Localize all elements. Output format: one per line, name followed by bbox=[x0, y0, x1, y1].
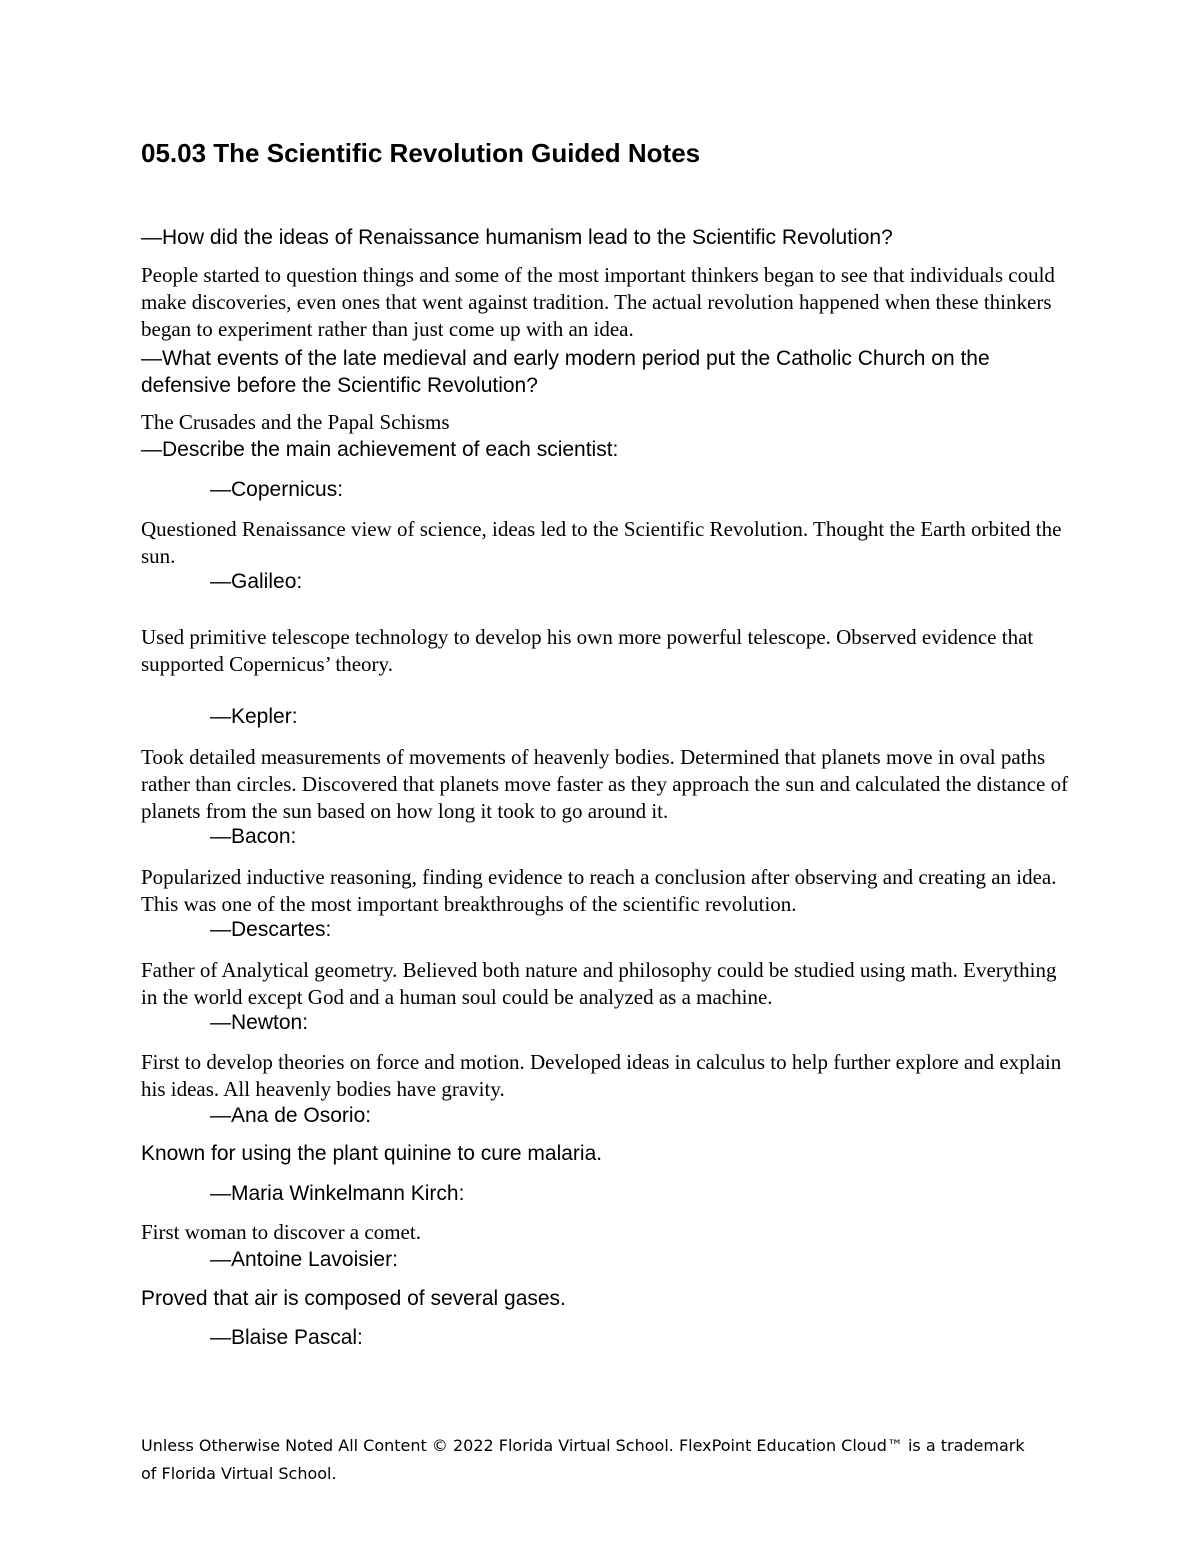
scientist-answer-kepler: Took detailed measurements of movements of heavenly bodies. Determined that planets move in oval paths rather than circles. Discovered that planets move faster as they approach the sun and calculated the distance of planets from the sun based on how long it took to go around it. bbox=[141, 745, 1069, 823]
scientist-name-descartes: —Descartes: bbox=[210, 918, 332, 941]
answer-renaissance-humanism: People started to question things and some of the most important thinkers began to see that individuals could make discoveries, even ones that went against tradition. The actual revolution happened when these thinkers began to experiment rather than just come up with an idea. bbox=[141, 263, 1055, 341]
scientist-name-blaise-pascal: —Blaise Pascal: bbox=[210, 1326, 363, 1349]
scientist-answer-newton: First to develop theories on force and motion. Developed ideas in calculus to help further explore and explain his ideas. All heavenly bodies have gravity. bbox=[141, 1050, 1062, 1101]
scientist-answer-ana-de-osorio: Known for using the plant quinine to cure malaria. bbox=[141, 1142, 603, 1165]
scientist-answer-copernicus: Questioned Renaissance view of science, ideas led to the Scientific Revolution. Thought the Earth orbited the sun. bbox=[141, 517, 1062, 568]
scientist-name-ana-de-osorio: —Ana de Osorio: bbox=[210, 1104, 372, 1127]
scientist-name-copernicus: —Copernicus: bbox=[210, 478, 344, 501]
scientist-answer-antoine-lavoisier: Proved that air is composed of several gases. bbox=[141, 1287, 566, 1310]
scientist-name-antoine-lavoisier: —Antoine Lavoisier: bbox=[210, 1248, 398, 1271]
question-catholic-church: —What events of the late medieval and early modern period put the Catholic Church on the defensive before the Scientific Revolution? bbox=[141, 347, 990, 397]
scientist-answer-galileo: Used primitive telescope technology to develop his own more powerful telescope. Observed evidence that supported Copernicus’ theory. bbox=[141, 625, 1034, 676]
question-renaissance-humanism: —How did the ideas of Renaissance humanism lead to the Scientific Revolution? bbox=[141, 226, 893, 249]
page-title: 05.03 The Scientific Revolution Guided Notes bbox=[141, 138, 701, 168]
copyright-footer: Unless Otherwise Noted All Content © 2022 Florida Virtual School. FlexPoint Education Cloud™ is a trademark of Florida Virtual School. bbox=[141, 1436, 1025, 1483]
scientist-name-bacon: —Bacon: bbox=[210, 825, 297, 848]
scientist-answer-descartes: Father of Analytical geometry. Believed both nature and philosophy could be studied using math. Everything in the world except God and a human soul could be analyzed as a machine. bbox=[141, 958, 1057, 1009]
scientist-name-maria-winkelmann-kirch: —Maria Winkelmann Kirch: bbox=[210, 1182, 465, 1205]
scientist-name-newton: —Newton: bbox=[210, 1011, 309, 1034]
scientist-name-kepler: —Kepler: bbox=[210, 705, 298, 728]
answer-catholic-church: The Crusades and the Papal Schisms bbox=[141, 410, 450, 434]
question-scientists: —Describe the main achievement of each scientist: bbox=[141, 438, 619, 461]
scientist-answer-bacon: Popularized inductive reasoning, finding evidence to reach a conclusion after observing and creating an idea. This was one of the most important breakthroughs of the scientific revolution. bbox=[141, 865, 1057, 916]
scientist-answer-maria-winkelmann-kirch: First woman to discover a comet. bbox=[141, 1220, 421, 1244]
scientist-name-galileo: —Galileo: bbox=[210, 570, 303, 593]
